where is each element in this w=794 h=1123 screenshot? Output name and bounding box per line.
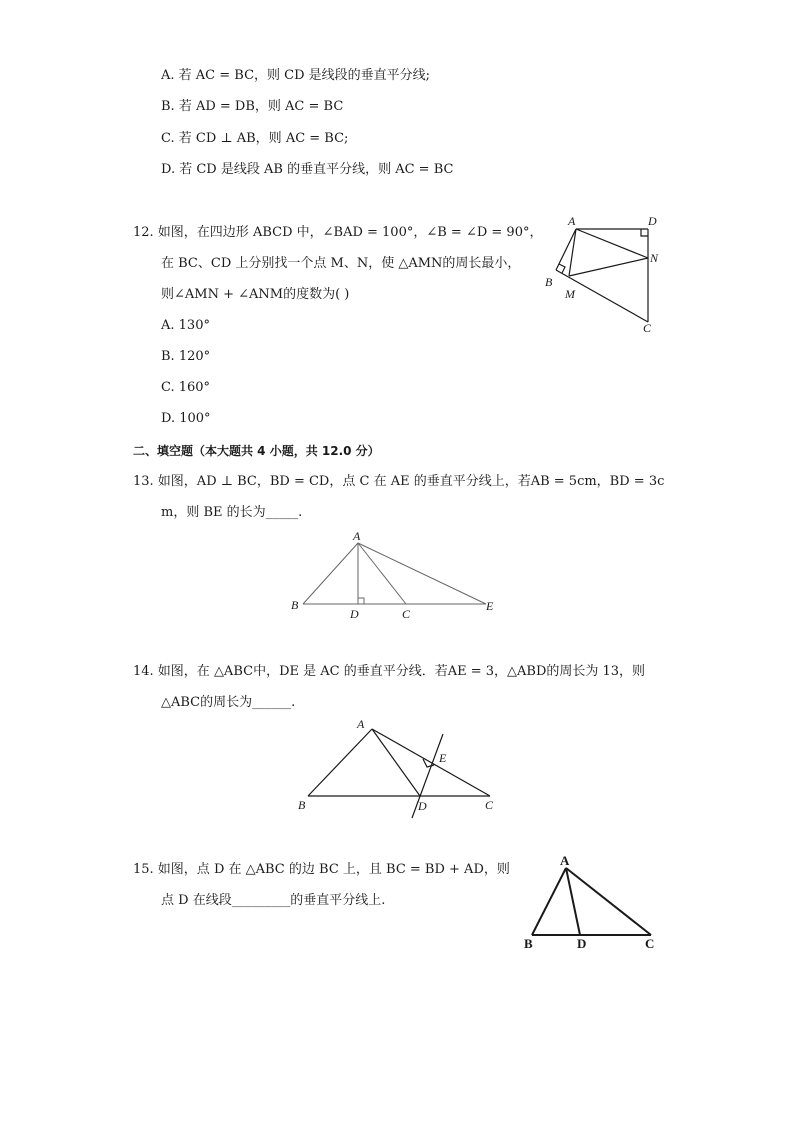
q12-option-b: B. 120° [161, 349, 211, 364]
q13-label-e: E [486, 599, 494, 613]
q11-option-a: A. 若 AC = BC，则 CD 是线段的垂直平分线; [161, 68, 431, 83]
q12-option-c: C. 160° [161, 380, 211, 395]
q13-label-a: A [353, 529, 361, 543]
q12-label-m: M [565, 287, 575, 301]
q13-label-b: B [291, 598, 299, 612]
q15-figure [518, 848, 668, 953]
q13-stem-line1: 13. 如图，AD ⊥ BC，BD = CD，点 C 在 AE 的垂直平分线上，若AB = 5cm，BD = 3c [133, 474, 665, 489]
q12-option-a: A. 130° [161, 318, 210, 333]
q12-label-d: D [648, 214, 657, 228]
q12-stem-line2: 在 BC、CD 上分别找一个点 M、N，使 △AMN的周长最小， [161, 256, 521, 271]
q13-label-c: C [402, 607, 411, 621]
q12-option-d: D. 100° [161, 411, 211, 426]
q12-label-c: C [643, 321, 652, 335]
q13-label-d: D [350, 607, 359, 621]
q15-label-c: C [645, 936, 655, 951]
q15-stem-line2: 点 D 在线段_________的垂直平分线上. [161, 893, 386, 908]
q14-label-b: B [298, 798, 306, 812]
q14-stem-line1: 14. 如图，在 △ABC中，DE 是 AC 的垂直平分线．若AE = 3，△ABD的周长为 13，则 [133, 664, 646, 679]
q14-label-a: A [357, 717, 365, 731]
q15-label-d: D [577, 936, 587, 951]
q12-label-b: B [545, 275, 553, 289]
q14-figure [292, 714, 504, 822]
q14-label-e: E [439, 751, 447, 765]
q11-option-c: C. 若 CD ⊥ AB，则 AC = BC; [161, 131, 349, 146]
q13-stem-line2: m，则 BE 的长为_____. [161, 505, 303, 520]
q12-stem-line3: 则∠AMN + ∠ANM的度数为( ) [161, 287, 350, 302]
q11-option-d: D. 若 CD 是线段 AB 的垂直平分线，则 AC = BC [161, 162, 454, 177]
q13-figure [288, 528, 503, 623]
section-heading: 二、填空题（本大题共 4 小题，共 12.0 分） [133, 444, 380, 458]
q15-stem-line1: 15. 如图，点 D 在 △ABC 的边 BC 上，且 BC = BD + AD，则 [133, 862, 510, 877]
q12-figure [540, 210, 670, 335]
q14-label-c: C [485, 798, 494, 812]
q14-label-d: D [418, 799, 427, 813]
q14-stem-line2: △ABC的周长为______. [161, 695, 296, 710]
q12-stem-line1: 12. 如图，在四边形 ABCD 中，∠BAD = 100°，∠B = ∠D = 90°， [133, 225, 543, 240]
q15-label-b: B [524, 936, 533, 951]
q12-label-n: N [650, 251, 659, 265]
q15-label-a: A [560, 853, 570, 868]
q12-label-a: A [568, 214, 576, 228]
q11-option-b: B. 若 AD = DB，则 AC = BC [161, 99, 344, 114]
